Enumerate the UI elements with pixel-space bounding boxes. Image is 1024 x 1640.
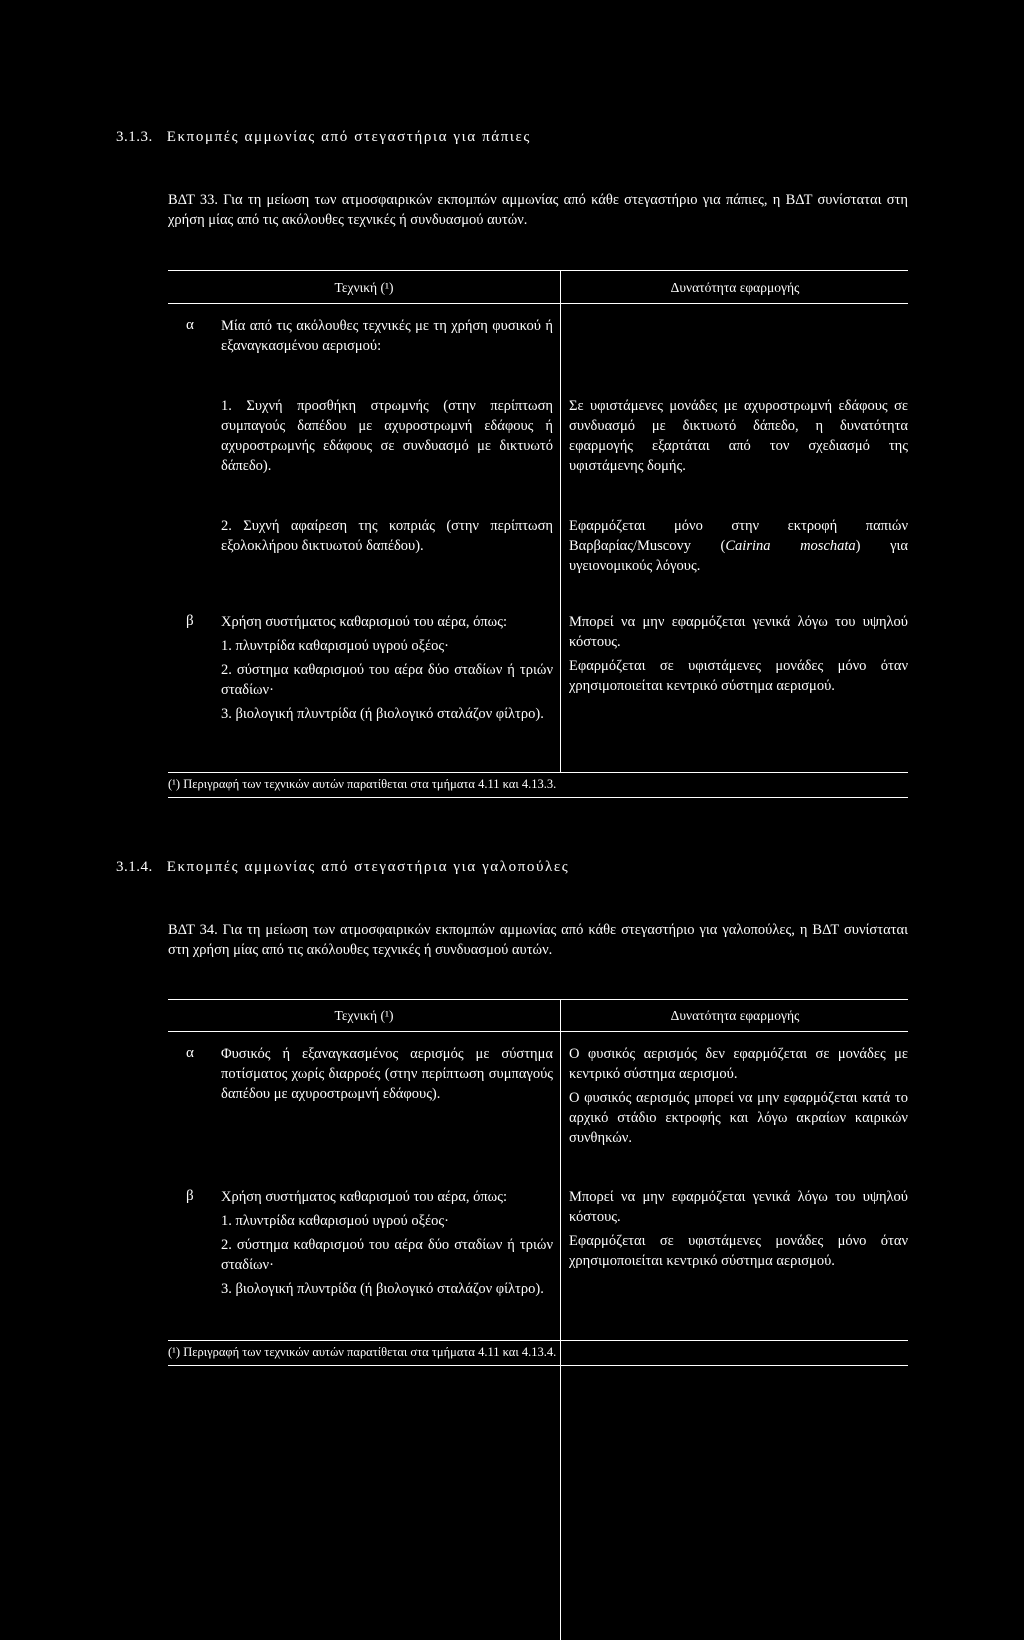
- row-b-technique: Χρήση συστήματος καθαρισμού του αέρα, όπως: 1. πλυντρίδα καθαρισμού υγρού οξέος· 2. σύστημα καθαρισμού του αέρα δύο σταδίων ή τριών σταδίων· 3. βιολογική πλυντρίδα (ή βιολογικό σταλάζον φίλτρο).: [221, 1189, 553, 1297]
- table-top-rule: [168, 270, 908, 271]
- table-footnote: (¹) Περιγραφή των τεχνικών αυτών παρατίθεται στα τμήματα 4.11 και 4.13.3.: [168, 777, 557, 791]
- row-a2-technique: 2. Συχνή αφαίρεση της κοπριάς (στην περίπτωση εξολοκλήρου δικτυωτού δαπέδου).: [221, 518, 553, 554]
- row-a2-applicability: Εφαρμόζεται μόνο στην εκτροφή παπιών Βαρβαρίας/Muscovy (Cairina moschata) για υγειονομικούς λόγους.: [569, 518, 908, 574]
- row-a-applicability: Ο φυσικός αερισμός δεν εφαρμόζεται σε μονάδες με κεντρικό σύστημα αερισμού. Ο φυσικός αερισμός μπορεί να μην εφαρμόζεται κατά το αρχικό στάδιο εκτροφής και λόγω ακραίων καιρικών συνθηκών.: [569, 1046, 908, 1146]
- row-a1-technique: 1. Συχνή προσθήκη στρωμνής (στην περίπτωση συμπαγούς δαπέδου με αχυροστρωμνή εδάφους ή αχυροστρωμνής εδάφους σε συνδυασμό με δικτυωτό δάπεδο).: [221, 398, 553, 474]
- footnote-rule: [168, 797, 908, 798]
- table-column-divider: [560, 270, 561, 772]
- table-column-divider: [560, 999, 561, 1640]
- table-bottom-rule: [168, 1340, 908, 1341]
- header-rule: [168, 1031, 908, 1032]
- section-heading-314: [116, 859, 569, 876]
- bat-33-intro: ΒΔΤ 33. Για τη μείωση των ατμοσφαιρικών εκπομπών αμμωνίας από κάθε στεγαστήριο για πάπιες, η ΒΔΤ συνίσταται στη χρήση μίας από τις ακόλουθες τεχνικές ή συνδυασμού αυτών.: [168, 192, 908, 228]
- section-number: 3.1.3.: [116, 129, 153, 145]
- column-header-applicability: Δυνατότητα εφαρμογής: [670, 280, 800, 295]
- footnote-rule: [168, 1365, 908, 1366]
- row-a1-applicability: Σε υφιστάμενες μονάδες με αχυροστρωμνή εδάφους σε συνδυασμό με δικτυωτό δάπεδο, η δυνατότητα εφαρμογής εξαρτάται από τον σχεδιασμό της υφιστάμενης δομής.: [569, 398, 908, 474]
- column-header-applicability: Δυνατότητα εφαρμογής: [670, 1008, 800, 1023]
- row-a-technique: Φυσικός ή εξαναγκασμένος αερισμός με σύστημα ποτίσματος χωρίς διαρροές (στην περίπτωση συμπαγούς δαπέδου με αχυροστρωμνή εδάφους).: [221, 1046, 553, 1102]
- table-bottom-rule: [168, 772, 908, 773]
- table-footnote: (¹) Περιγραφή των τεχνικών αυτών παρατίθεται στα τμήματα 4.11 και 4.13.4.: [168, 1345, 557, 1359]
- section-title: Εκπομπές αμμωνίας από στεγαστήρια για γαλοπούλες: [166, 859, 570, 875]
- column-header-technique: Τεχνική (¹): [334, 280, 394, 295]
- row-letter-b: β: [186, 613, 194, 629]
- column-header-technique: Τεχνική (¹): [334, 1008, 394, 1023]
- table-top-rule: [168, 999, 908, 1000]
- row-b-applicability: Μπορεί να μην εφαρμόζεται γενικά λόγω του υψηλού κόστους. Εφαρμόζεται σε υφιστάμενες μονάδες μόνο όταν χρησιμοποιείται κεντρικό σύστημα αερισμού.: [569, 614, 908, 694]
- section-number: 3.1.4.: [116, 859, 153, 875]
- section-heading-313: [116, 129, 531, 146]
- row-b-applicability: Μπορεί να μην εφαρμόζεται γενικά λόγω του υψηλού κόστους. Εφαρμόζεται σε υφιστάμενες μονάδες μόνο όταν χρησιμοποιείται κεντρικό σύστημα αερισμού.: [569, 1189, 908, 1269]
- section-title: Εκπομπές αμμωνίας από στεγαστήρια για πάπιες: [166, 129, 531, 145]
- bat-34-intro: ΒΔΤ 34. Για τη μείωση των ατμοσφαιρικών εκπομπών αμμωνίας από κάθε στεγαστήριο για γαλοπούλες, η ΒΔΤ συνίσταται στη χρήση μίας από τις ακόλουθες τεχνικές ή συνδυασμού αυτών.: [168, 922, 908, 958]
- row-letter-b: β: [186, 1188, 194, 1204]
- header-rule: [168, 303, 908, 304]
- row-letter-a: α: [186, 1045, 194, 1061]
- row-letter-a: α: [186, 317, 194, 333]
- row-b-technique: Χρήση συστήματος καθαρισμού του αέρα, όπως: 1. πλυντρίδα καθαρισμού υγρού οξέος· 2. σύστημα καθαρισμού του αέρα δύο σταδίων ή τριών σταδίων· 3. βιολογική πλυντρίδα (ή βιολογικό σταλάζον φίλτρο).: [221, 614, 553, 722]
- row-a-technique: Μία από τις ακόλουθες τεχνικές με τη χρήση φυσικού ή εξαναγκασμένου αερισμού:: [221, 318, 553, 354]
